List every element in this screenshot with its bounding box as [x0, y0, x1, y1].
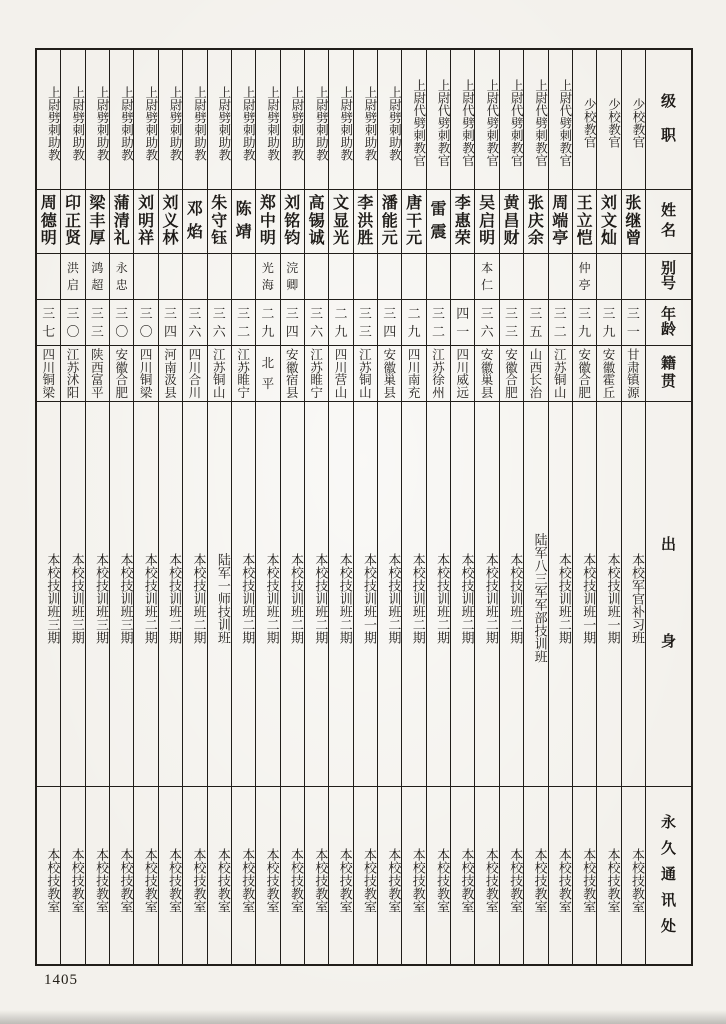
person-origin: 本校技训班二期 [378, 402, 401, 787]
person-rank: 上尉劈刺助教 [183, 50, 206, 190]
person-name: 蒲 清 礼 [110, 190, 133, 254]
person-column [353, 50, 377, 964]
person-native-place: 安 徽 巢 县 [378, 346, 401, 402]
person-age: 二 九 [329, 300, 352, 346]
person-alias [524, 254, 547, 300]
header-origin: 出 身 [646, 402, 691, 787]
person-native-place: 四 川 威 远 [451, 346, 474, 402]
person-rank: 上尉劈刺助教 [354, 50, 377, 190]
person-age: 三 二 [232, 300, 255, 346]
person-origin: 陆军八三军军部技训班 [524, 402, 547, 787]
person-name: 邓 焰 [183, 190, 206, 254]
person-name: 唐 干 元 [402, 190, 425, 254]
person-rank: 上尉代劈刺教官 [402, 50, 425, 190]
person-column [182, 50, 206, 964]
person-rank: 上尉劈刺助教 [159, 50, 182, 190]
person-address: 本校技教室 [386, 848, 402, 913]
person-column [328, 50, 352, 964]
person-address: 本校技教室 [118, 848, 134, 913]
person-rank: 上尉劈刺助教 [256, 50, 279, 190]
person-rank: 少校教官 [622, 50, 645, 190]
person-rank: 上尉劈刺助教 [86, 50, 109, 190]
person-rank: 上尉代劈刺教官 [427, 50, 450, 190]
person-native-place: 四 川 合 川 [183, 346, 206, 402]
person-column [109, 50, 133, 964]
person-column [572, 50, 596, 964]
table-header-column [645, 50, 691, 964]
person-origin: 本校技训班一期 [597, 402, 620, 787]
person-column [548, 50, 572, 964]
person-address: 本校技教室 [69, 848, 85, 913]
person-age: 三 二 [549, 300, 572, 346]
person-address: 本校技教室 [288, 848, 304, 913]
person-alias [597, 254, 620, 300]
person-name: 周 端 亭 [549, 190, 572, 254]
person-origin: 本校技训班二期 [500, 402, 523, 787]
person-address: 本校技教室 [630, 848, 645, 913]
person-name: 周 德 明 [37, 190, 60, 254]
person-alias [622, 254, 645, 300]
person-origin: 本校技训班二期 [451, 402, 474, 787]
person-name: 吴 启 明 [475, 190, 498, 254]
person-rank: 上尉劈刺助教 [134, 50, 157, 190]
person-rank: 少校教官 [573, 50, 596, 190]
person-rank: 上尉代劈刺教官 [475, 50, 498, 190]
person-name: 印 正 贤 [61, 190, 84, 254]
person-column [158, 50, 182, 964]
person-column [231, 50, 255, 964]
person-native-place: 安 徽 合 肥 [110, 346, 133, 402]
person-alias [427, 254, 450, 300]
person-address: 本校技教室 [459, 848, 475, 913]
person-name: 刘 铭 钧 [281, 190, 304, 254]
person-rank: 上尉劈刺助教 [232, 50, 255, 190]
person-origin: 本校技训班二期 [427, 402, 450, 787]
person-address: 本校技教室 [508, 848, 524, 913]
person-native-place: 江 苏 睢 宁 [305, 346, 328, 402]
person-alias: 鸿 超 [86, 254, 109, 300]
person-column [377, 50, 401, 964]
person-native-place: 江 苏 徐 州 [427, 346, 450, 402]
person-rank: 少校教官 [597, 50, 620, 190]
person-address: 本校技教室 [483, 848, 499, 913]
person-address: 本校技教室 [215, 848, 231, 913]
person-age: 三 五 [524, 300, 547, 346]
person-origin: 本校技训班二期 [281, 402, 304, 787]
person-native-place: 江 苏 铜 山 [549, 346, 572, 402]
person-name: 刘 义 林 [159, 190, 182, 254]
person-age: 三 〇 [61, 300, 84, 346]
person-origin: 本校军官补习班 [622, 402, 645, 787]
person-alias [549, 254, 572, 300]
person-rank: 上尉劈刺助教 [305, 50, 328, 190]
person-alias [159, 254, 182, 300]
person-alias: 仲 亭 [573, 254, 596, 300]
person-origin: 本校技训班二期 [549, 402, 572, 787]
person-alias [305, 254, 328, 300]
page-number: 1405 [44, 972, 78, 988]
person-address: 本校技教室 [142, 848, 158, 913]
person-origin: 本校技训班三期 [61, 402, 84, 787]
person-address: 本校技教室 [410, 848, 426, 913]
person-age: 三 三 [500, 300, 523, 346]
person-age: 三 九 [597, 300, 620, 346]
person-address: 本校技教室 [605, 848, 621, 913]
person-native-place: 江 苏 铜 山 [208, 346, 231, 402]
person-alias [183, 254, 206, 300]
person-origin: 本校技训班二期 [475, 402, 498, 787]
person-age: 三 〇 [134, 300, 157, 346]
person-origin: 本校技训班一期 [573, 402, 596, 787]
person-native-place: 四 川 铜 梁 [37, 346, 60, 402]
person-address: 本校技教室 [264, 848, 280, 913]
person-column [596, 50, 620, 964]
person-origin: 本校技训班二期 [134, 402, 157, 787]
person-alias [208, 254, 231, 300]
person-column [60, 50, 84, 964]
person-origin: 本校技训班三期 [110, 402, 133, 787]
person-column [523, 50, 547, 964]
people-columns [37, 50, 645, 964]
person-origin: 本校技训班二期 [329, 402, 352, 787]
person-native-place: 四 川 营 山 [329, 346, 352, 402]
person-column [133, 50, 157, 964]
person-age: 二 九 [256, 300, 279, 346]
person-column [450, 50, 474, 964]
person-name: 雷 震 [427, 190, 450, 254]
person-name: 梁 丰 厚 [86, 190, 109, 254]
person-name: 高 锡 诚 [305, 190, 328, 254]
person-alias: 洪 启 [61, 254, 84, 300]
person-native-place: 江 苏 铜 山 [354, 346, 377, 402]
person-name: 李 惠 荣 [451, 190, 474, 254]
person-alias [37, 254, 60, 300]
person-name: 刘 明 祥 [134, 190, 157, 254]
person-native-place: 山 西 长 治 [524, 346, 547, 402]
person-age: 三 四 [159, 300, 182, 346]
person-name: 文 显 光 [329, 190, 352, 254]
person-name: 陈 靖 [232, 190, 255, 254]
person-origin: 本校技训班二期 [232, 402, 255, 787]
person-native-place: 安 徽 合 肥 [500, 346, 523, 402]
person-rank: 上尉劈刺助教 [329, 50, 352, 190]
person-age: 三 三 [354, 300, 377, 346]
person-column [280, 50, 304, 964]
person-origin: 本校技训班二期 [256, 402, 279, 787]
person-address: 本校技教室 [556, 848, 572, 913]
person-alias: 永 忠 [110, 254, 133, 300]
person-name: 李 洪 胜 [354, 190, 377, 254]
header-native-place: 籍 贯 [646, 346, 691, 402]
person-native-place: 四 川 南 充 [402, 346, 425, 402]
person-alias [354, 254, 377, 300]
person-address: 本校技教室 [167, 848, 183, 913]
person-rank: 上尉劈刺助教 [208, 50, 231, 190]
person-address: 本校技教室 [191, 848, 207, 913]
person-age: 三 二 [427, 300, 450, 346]
person-origin: 本校技训班一期 [354, 402, 377, 787]
person-rank: 上尉劈刺助教 [281, 50, 304, 190]
person-age: 三 九 [573, 300, 596, 346]
person-origin: 本校技训班三期 [86, 402, 109, 787]
person-address: 本校技教室 [240, 848, 256, 913]
person-age: 三 一 [622, 300, 645, 346]
person-alias [378, 254, 401, 300]
person-age: 二 九 [402, 300, 425, 346]
person-age: 三 六 [208, 300, 231, 346]
person-native-place: 甘 肃 镇 源 [622, 346, 645, 402]
person-alias: 本 仁 [475, 254, 498, 300]
person-rank: 上尉代劈刺教官 [524, 50, 547, 190]
person-rank: 上尉代劈刺教官 [549, 50, 572, 190]
person-age: 三 六 [183, 300, 206, 346]
person-rank: 上尉劈刺助教 [378, 50, 401, 190]
person-native-place: 安 徽 霍 丘 [597, 346, 620, 402]
person-alias [451, 254, 474, 300]
person-age: 三 六 [305, 300, 328, 346]
header-rank: 级 职 [646, 50, 691, 190]
person-native-place: 江 苏 沭 阳 [61, 346, 84, 402]
person-native-place: 安 徽 巢 县 [475, 346, 498, 402]
person-address: 本校技教室 [313, 848, 329, 913]
person-address: 本校技教室 [532, 848, 548, 913]
person-alias [500, 254, 523, 300]
person-native-place: 安 徽 合 肥 [573, 346, 596, 402]
person-age: 三 四 [378, 300, 401, 346]
person-rank: 上尉代劈刺教官 [451, 50, 474, 190]
person-name: 张 继 曾 [622, 190, 645, 254]
person-origin: 本校技训班二期 [183, 402, 206, 787]
person-column [304, 50, 328, 964]
person-age: 三 四 [281, 300, 304, 346]
person-origin: 陆军一师技训班 [208, 402, 231, 787]
person-age: 四 一 [451, 300, 474, 346]
person-column [474, 50, 498, 964]
person-origin: 本校技训班三期 [37, 402, 60, 787]
person-native-place: 安 徽 宿 县 [281, 346, 304, 402]
person-origin: 本校技训班二期 [159, 402, 182, 787]
person-name: 潘 能 元 [378, 190, 401, 254]
header-address: 永 久 通 讯 处 [660, 815, 676, 935]
person-column [207, 50, 231, 964]
person-column [621, 50, 645, 964]
person-native-place: 北 平 [256, 346, 279, 402]
person-age: 三 〇 [110, 300, 133, 346]
person-address: 本校技教室 [94, 848, 110, 913]
person-age: 三 六 [475, 300, 498, 346]
header-name: 姓 名 [646, 190, 691, 254]
header-alias: 别 号 [646, 254, 691, 300]
person-rank: 上尉代劈刺教官 [500, 50, 523, 190]
person-address: 本校技教室 [45, 848, 61, 913]
person-address: 本校技教室 [362, 848, 378, 913]
person-column [37, 50, 60, 964]
roster-table [35, 48, 693, 966]
person-origin: 本校技训班二期 [402, 402, 425, 787]
person-origin: 本校技训班二期 [305, 402, 328, 787]
person-alias [402, 254, 425, 300]
person-name: 王 立 恺 [573, 190, 596, 254]
person-native-place: 四 川 铜 梁 [134, 346, 157, 402]
person-rank: 上尉劈刺助教 [61, 50, 84, 190]
person-name: 张 庆 余 [524, 190, 547, 254]
person-rank: 上尉劈刺助教 [37, 50, 60, 190]
person-alias: 光 海 [256, 254, 279, 300]
person-address: 本校技教室 [435, 848, 451, 913]
person-age: 三 七 [37, 300, 60, 346]
person-alias [134, 254, 157, 300]
person-address: 本校技教室 [581, 848, 597, 913]
header-age: 年 龄 [646, 300, 691, 346]
person-column [85, 50, 109, 964]
person-alias [232, 254, 255, 300]
person-column [426, 50, 450, 964]
person-column [499, 50, 523, 964]
person-rank: 上尉劈刺助教 [110, 50, 133, 190]
person-name: 朱 守 钰 [208, 190, 231, 254]
person-address: 本校技教室 [337, 848, 353, 913]
person-name: 黄 昌 财 [500, 190, 523, 254]
person-name: 郑 中 明 [256, 190, 279, 254]
person-column [255, 50, 279, 964]
person-alias: 浣 卿 [281, 254, 304, 300]
person-native-place: 陕 西 富 平 [86, 346, 109, 402]
person-name: 刘 文 灿 [597, 190, 620, 254]
person-age: 三 三 [86, 300, 109, 346]
person-native-place: 江 苏 睢 宁 [232, 346, 255, 402]
person-native-place: 河 南 汲 县 [159, 346, 182, 402]
person-alias [329, 254, 352, 300]
person-column [401, 50, 425, 964]
